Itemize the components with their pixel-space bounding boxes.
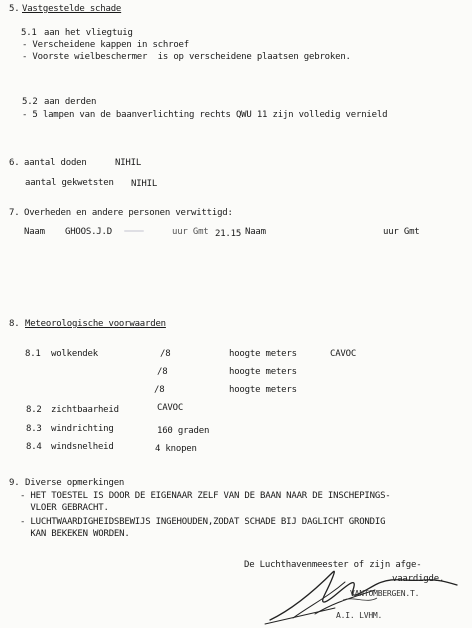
cloud-fraction: /8 xyxy=(160,349,171,359)
cloud-fraction: /8 xyxy=(157,367,168,377)
time-label: uur Gmt xyxy=(172,227,209,237)
section-8-3-number: 8.3 xyxy=(26,424,42,434)
section-5-1-number: 5.1 xyxy=(21,28,37,38)
section-7-number: 7. xyxy=(9,208,20,218)
cloud-extra-value: CAVOC xyxy=(330,349,357,359)
section-9-title: Diverse opmerkingen xyxy=(25,478,125,488)
section-8-1-number: 8.1 xyxy=(25,349,41,359)
section-5-2-number: 5.2 xyxy=(22,97,38,107)
section-8-title: Meteorologische voorwaarden xyxy=(25,319,166,329)
section-7-title: Overheden en andere personen verwittigd: xyxy=(24,208,233,218)
cloud-height-label: hoogte meters xyxy=(229,367,297,377)
remark-line: - HET TOESTEL IS DOOR DE EIGENAAR ZELF VAN DE BAAN NAAR DE INSCHEPINGS- xyxy=(20,491,391,501)
injured-label: aantal gekwetsten xyxy=(25,178,114,188)
deaths-label: aantal doden xyxy=(24,158,87,168)
section-5-2-title: aan derden xyxy=(44,97,97,107)
redaction-smudge xyxy=(124,230,144,232)
deaths-value: NIHIL xyxy=(115,158,142,168)
wind-speed-label: windsnelheid xyxy=(51,442,114,452)
section-8-number: 8. xyxy=(9,319,20,329)
time-label-2: uur Gmt xyxy=(383,227,420,237)
remark-line: KAN BEKEKEN WORDEN. xyxy=(20,529,130,539)
name-label: Naam xyxy=(24,227,45,237)
section-5-number: 5. xyxy=(9,4,20,14)
section-9-number: 9. xyxy=(9,478,20,488)
wind-direction-value: 160 graden xyxy=(157,426,210,436)
remark-line: - LUCHTWAARDIGHEIDSBEWIJS INGEHOUDEN,ZODAT SCHADE BIJ DAGLICHT GRONDIG xyxy=(20,517,386,527)
cloud-cover-label: wolkendek xyxy=(51,349,98,359)
damage-line: - Verscheidene kappen in schroef xyxy=(22,40,189,50)
signatory-title-line-2: vaardigde. xyxy=(392,574,445,584)
wind-speed-value: 4 knopen xyxy=(155,444,197,454)
section-8-4-number: 8.4 xyxy=(26,442,42,452)
section-5-title: Vastgestelde schade xyxy=(22,4,122,14)
remark-line: VLOER GEBRACHT. xyxy=(20,503,109,513)
third-party-damage-line: - 5 lampen van de baanverlichting rechts QWU 11 zijn volledig vernield xyxy=(22,110,388,120)
cloud-fraction: /8 xyxy=(154,385,165,395)
name-value: GHOOS.J.D xyxy=(65,227,112,237)
section-5-1-title: aan het vliegtuig xyxy=(44,28,133,38)
stamp-title: A.I. LVHM. xyxy=(336,611,383,620)
injured-value: NIHIL xyxy=(131,179,158,189)
section-6-number: 6. xyxy=(9,158,20,168)
cloud-height-label: hoogte meters xyxy=(229,385,297,395)
time-value: 21.15 xyxy=(215,229,242,239)
cloud-height-label: hoogte meters xyxy=(229,349,297,359)
signatory-title-line-1: De Luchthavenmeester of zijn afge- xyxy=(244,560,422,570)
visibility-value: CAVOC xyxy=(157,403,184,413)
name-label-2: Naam xyxy=(245,227,266,237)
visibility-label: zichtbaarheid xyxy=(51,405,119,415)
wind-direction-label: windrichting xyxy=(51,424,114,434)
damage-line: - Voorste wielbeschermer is op verscheidene plaatsen gebroken. xyxy=(22,52,351,62)
section-8-2-number: 8.2 xyxy=(26,405,42,415)
stamp-name: VANTOMBERGEN.T. xyxy=(350,589,420,598)
